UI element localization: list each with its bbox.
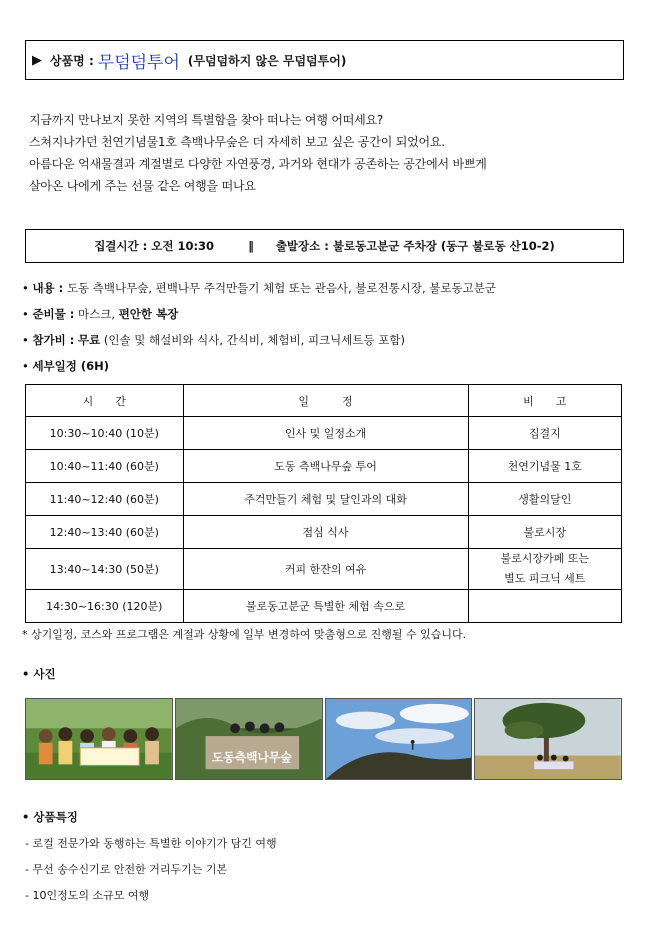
cell-plan: 커피 한잔의 여유 bbox=[183, 549, 468, 590]
play-arrow-icon: ▶ bbox=[32, 52, 42, 68]
bullet: • bbox=[22, 281, 29, 295]
fee-text: (인솔 및 해설비와 식사, 간식비, 체험비, 피크닉세트등 포함) bbox=[103, 333, 405, 347]
photo-strip bbox=[25, 698, 622, 780]
features-list bbox=[25, 831, 277, 909]
table-row bbox=[26, 516, 622, 549]
content-text: 도동 측백나무숲, 편백나무 주걱만들기 체험 또는 관음사, 불로전통시장, 불로동고분군 bbox=[66, 281, 496, 295]
photos-heading bbox=[22, 666, 56, 682]
fee-label: 참가비 : bbox=[32, 333, 75, 347]
intro-line: 아름다운 억새물결과 계절별로 다양한 자연풍경, 과거와 현대가 공존하는 공간에서 바쁘게 bbox=[29, 157, 487, 171]
product-label: 상품명 : bbox=[50, 53, 94, 68]
cell-note: 생활의달인 bbox=[468, 483, 621, 516]
info-list bbox=[22, 275, 632, 379]
meeting-place: 출발장소 : 불로동고분군 주차장 (동구 불로동 산10-2) bbox=[275, 239, 555, 253]
intro-line: 지금까지 만나보지 못한 지역의 특별함을 찾아 떠나는 여행 어떠세요? bbox=[29, 113, 384, 127]
header-time: 시 간 bbox=[26, 385, 184, 417]
photo-tomb-mound bbox=[325, 698, 473, 780]
cell-time: 11:40~12:40 (60분) bbox=[26, 483, 184, 516]
cell-note-line2: 별도 피크닉 세트 bbox=[504, 572, 586, 585]
meeting-time: 집결시간 : 오전 10:30 bbox=[94, 239, 215, 253]
cell-note-line1: 불로시장카페 또는 bbox=[500, 552, 590, 565]
table-row bbox=[26, 590, 622, 623]
feature-item: - 무선 송수신기로 안전한 거리두기는 기본 bbox=[25, 863, 228, 876]
content-label: 내용 : bbox=[32, 281, 64, 295]
cell-note bbox=[468, 590, 621, 623]
cell-time: 12:40~13:40 (60분) bbox=[26, 516, 184, 549]
info-prep bbox=[22, 301, 632, 327]
photo-group-banner bbox=[25, 698, 173, 780]
cell-note: 불로시장 bbox=[468, 516, 621, 549]
prep-text: 마스크, bbox=[78, 307, 116, 321]
meeting-info-box bbox=[25, 229, 624, 263]
feature-item: - 10인정도의 소규모 여행 bbox=[25, 889, 150, 902]
header-note: 비 고 bbox=[468, 385, 621, 417]
bullet: • bbox=[22, 333, 29, 347]
cell-time: 10:40~11:40 (60분) bbox=[26, 450, 184, 483]
intro-line: 스쳐지나가던 천연기념물1호 측백나무숲은 더 자세히 보고 싶은 공간이 되었어요. bbox=[29, 135, 445, 149]
prep-label: 준비물 : bbox=[32, 307, 75, 321]
table-row bbox=[26, 549, 622, 590]
table-row bbox=[26, 483, 622, 516]
info-content bbox=[22, 275, 632, 301]
table-header-row bbox=[26, 385, 622, 417]
table-row bbox=[26, 417, 622, 450]
table-row bbox=[26, 450, 622, 483]
schedule-label: 세부일정 (6H) bbox=[32, 359, 110, 373]
product-subtitle: (무덤덤하지 않은 무덤덤투어) bbox=[187, 53, 347, 68]
cell-time: 10:30~10:40 (10분) bbox=[26, 417, 184, 450]
features-label: 상품특징 bbox=[33, 810, 78, 824]
feature-item: - 로컬 전문가와 동행하는 특별한 이야기가 담긴 여행 bbox=[25, 837, 277, 850]
intro-text bbox=[29, 109, 629, 197]
cell-plan: 도동 측백나무숲 투어 bbox=[183, 450, 468, 483]
features-heading bbox=[22, 809, 78, 825]
separator: ‖ bbox=[248, 239, 254, 253]
sign-text: 도동측백나무숲 bbox=[211, 750, 292, 765]
prep-bold: 편안한 복장 bbox=[118, 307, 179, 321]
cell-time: 14:30~16:30 (120분) bbox=[26, 590, 184, 623]
cell-note: 집결지 bbox=[468, 417, 621, 450]
schedule-table bbox=[25, 384, 622, 623]
product-name: 무덤덤투어 bbox=[97, 52, 180, 73]
cell-time: 13:40~14:30 (50분) bbox=[26, 549, 184, 590]
bullet: • bbox=[22, 667, 30, 681]
product-title-box bbox=[25, 40, 624, 80]
photos-label: 사진 bbox=[33, 667, 56, 681]
cell-note: 천연기념물 1호 bbox=[468, 450, 621, 483]
cell-note bbox=[468, 549, 621, 590]
cell-plan: 주걱만들기 체험 및 달인과의 대화 bbox=[183, 483, 468, 516]
bullet: • bbox=[22, 307, 29, 321]
cell-plan: 불로동고분군 특별한 체험 속으로 bbox=[183, 590, 468, 623]
bullet: • bbox=[22, 359, 29, 373]
schedule-footnote: * 상기일정, 코스와 프로그램은 계절과 상황에 일부 변경하여 맞춤형으로 진행될 수 있습니다. bbox=[22, 628, 467, 641]
cell-plan: 점심 식사 bbox=[183, 516, 468, 549]
intro-line: 살아온 나에게 주는 선물 같은 여행을 떠나요 bbox=[29, 179, 256, 193]
cell-plan: 인사 및 일정소개 bbox=[183, 417, 468, 450]
photo-forest-sign bbox=[175, 698, 323, 780]
fee-bold: 무료 bbox=[78, 333, 101, 347]
header-plan: 일 정 bbox=[183, 385, 468, 417]
info-schedule bbox=[22, 353, 632, 379]
photo-picnic-tree bbox=[474, 698, 622, 780]
bullet: • bbox=[22, 810, 30, 824]
info-fee bbox=[22, 327, 632, 353]
